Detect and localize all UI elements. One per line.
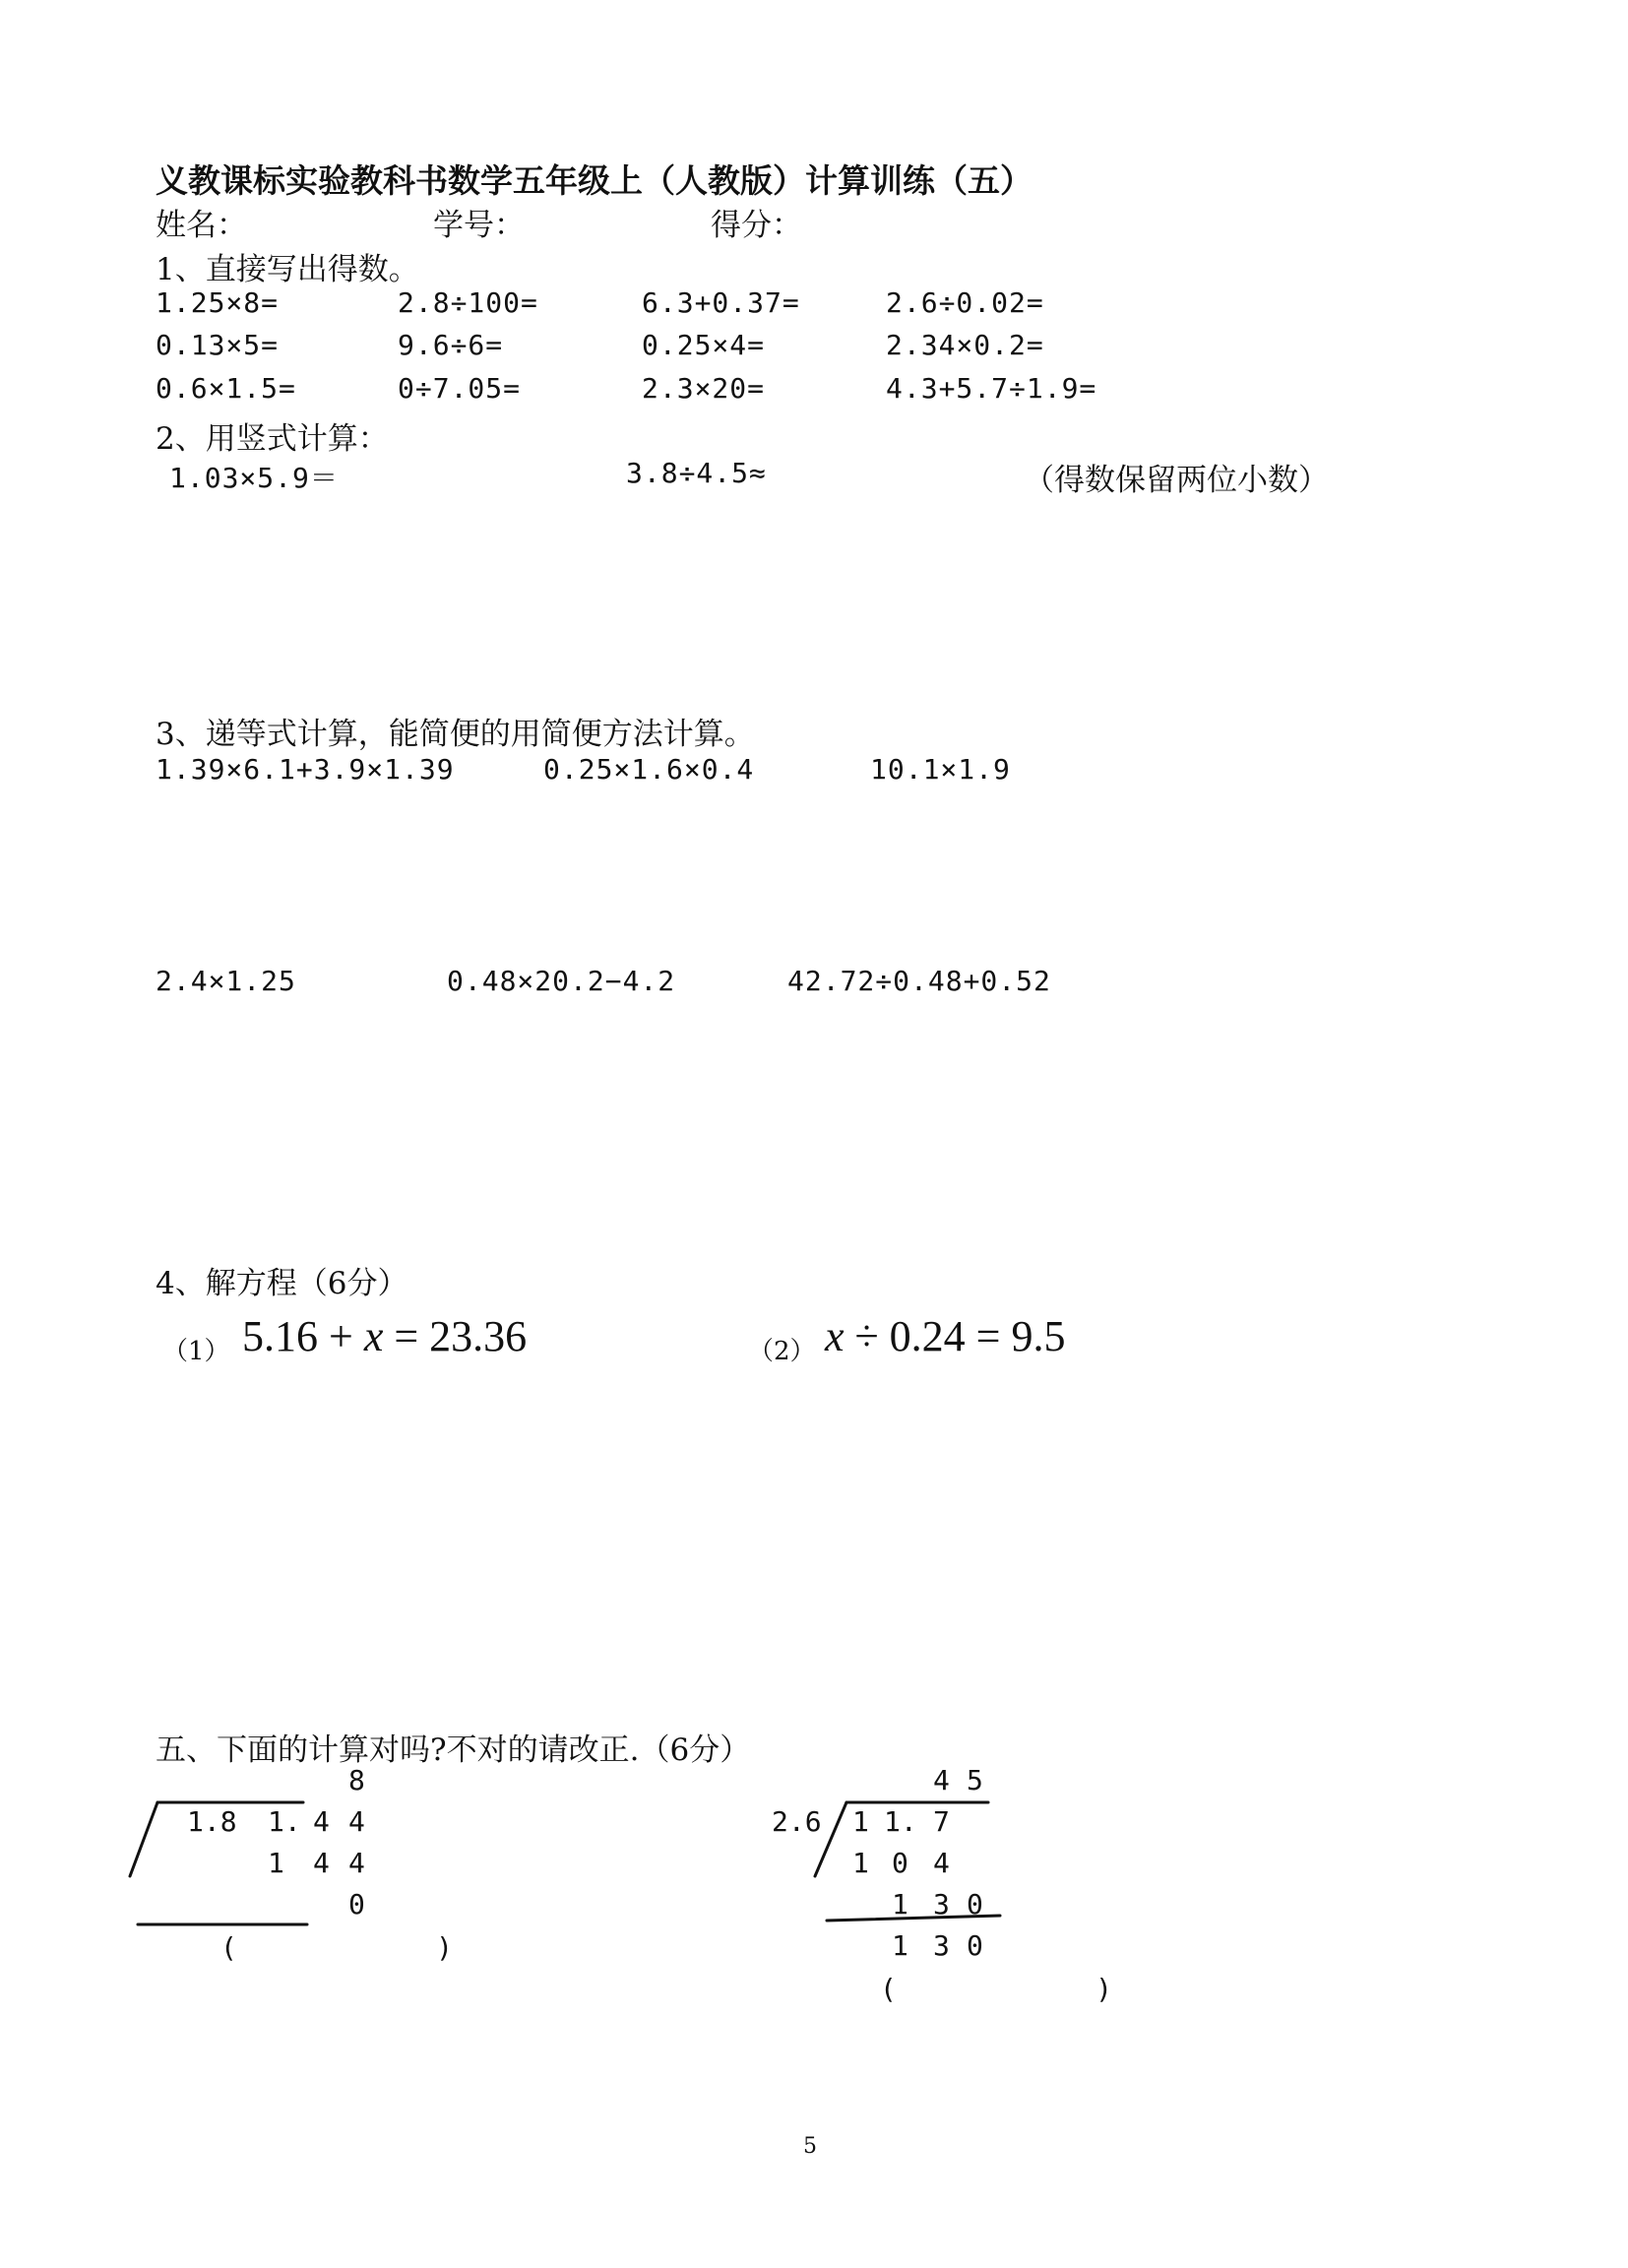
- left-dividend-digit: 4: [313, 1805, 330, 1838]
- s2-problem-2: 3.8÷4.5≈: [626, 457, 767, 489]
- section-4-heading: 4、解方程（6分）: [156, 1266, 408, 1301]
- eq1-right: = 23.36: [383, 1312, 528, 1360]
- right-step-digit: 0: [967, 1929, 983, 1962]
- section-5-heading: 五、下面的计算对吗?不对的请改正.（6分）: [156, 1732, 751, 1768]
- eq1-variable: x: [363, 1312, 384, 1360]
- s1-problem: 6.3+0.37=: [642, 286, 800, 319]
- s1-problem: 2.3×20=: [642, 372, 766, 405]
- s1-problem: 9.6÷6=: [398, 329, 504, 361]
- left-remainder: 0: [348, 1888, 365, 1921]
- s1-problem: 0.25×4=: [642, 329, 766, 361]
- equation-1-label: （1）: [162, 1337, 230, 1366]
- left-divisor: 1.8: [187, 1805, 237, 1838]
- s3-problem: 10.1×1.9: [870, 753, 1011, 786]
- s1-problem: 1.25×8=: [156, 286, 280, 319]
- s1-problem: 2.6÷0.02=: [886, 286, 1044, 319]
- right-quotient-digit: 4: [933, 1764, 950, 1796]
- right-step-digit: 3: [933, 1888, 950, 1921]
- right-dividend-digit: 1.: [884, 1805, 917, 1838]
- s1-problem: 0.13×5=: [156, 329, 280, 361]
- student-id-label: 学号：: [433, 208, 525, 243]
- s2-problem-1: 1.03×5.9＝: [169, 462, 339, 494]
- right-dividend-digit: 1: [852, 1805, 869, 1838]
- name-label: 姓名：: [156, 208, 247, 243]
- left-product-digit: 1: [268, 1847, 284, 1879]
- score-label: 得分：: [711, 208, 802, 243]
- right-step-digit: 1: [892, 1888, 908, 1921]
- right-quotient-digit: 5: [967, 1764, 983, 1796]
- eq1-left: 5.16 +: [242, 1312, 364, 1360]
- right-step-digit: 0: [892, 1847, 908, 1879]
- right-subtraction-line: [827, 1916, 1000, 1921]
- s3-problem: 0.25×1.6×0.4: [543, 753, 755, 786]
- right-step-digit: 1: [892, 1929, 908, 1962]
- s3-problem: 42.72÷0.48+0.52: [787, 965, 1051, 997]
- section-1-heading: 1、直接写出得数。: [156, 252, 419, 287]
- s1-problem: 2.8÷100=: [398, 286, 538, 319]
- equation-2-label: （2）: [748, 1337, 816, 1366]
- eq2-variable: x: [825, 1312, 845, 1360]
- worksheet-title: 义教课标实验教科书数学五年级上（人教版）计算训练（五）: [156, 161, 1033, 200]
- s2-rounding-note: （得数保留两位小数）: [1024, 463, 1329, 498]
- s1-problem: 2.34×0.2=: [886, 329, 1044, 361]
- s3-problem: 1.39×6.1+3.9×1.39: [156, 753, 455, 786]
- s1-problem: 0÷7.05=: [398, 372, 522, 405]
- right-answer-parentheses: ( ): [880, 1973, 1113, 2005]
- right-step-digit: 0: [967, 1888, 983, 1921]
- left-product-digit: 4: [313, 1847, 330, 1879]
- left-product-digit: 4: [348, 1847, 365, 1879]
- eq2-right: ÷ 0.24 = 9.5: [844, 1312, 1066, 1360]
- left-quotient: 8: [348, 1764, 365, 1796]
- page-number: 5: [803, 2134, 817, 2159]
- left-bracket-slash: [130, 1802, 157, 1876]
- right-step-digit: 3: [933, 1929, 950, 1962]
- right-dividend-digit: 7: [933, 1805, 950, 1838]
- left-answer-parentheses: ( ): [220, 1931, 454, 1964]
- section-2-heading: 2、用竖式计算：: [156, 421, 389, 457]
- right-divisor: 2.6: [772, 1805, 822, 1838]
- left-dividend-digit: 4: [348, 1805, 365, 1838]
- s3-problem: 0.48×20.2−4.2: [447, 965, 676, 997]
- right-bracket-slash: [815, 1802, 846, 1876]
- right-step-digit: 4: [933, 1847, 950, 1879]
- section-3-heading: 3、递等式计算，能简便的用简便方法计算。: [156, 717, 755, 752]
- s1-problem: 0.6×1.5=: [156, 372, 296, 405]
- left-dividend-digit: 1.: [268, 1805, 301, 1838]
- s3-problem: 2.4×1.25: [156, 965, 296, 997]
- s1-problem: 4.3+5.7÷1.9=: [886, 372, 1097, 405]
- right-step-digit: 1: [852, 1847, 869, 1879]
